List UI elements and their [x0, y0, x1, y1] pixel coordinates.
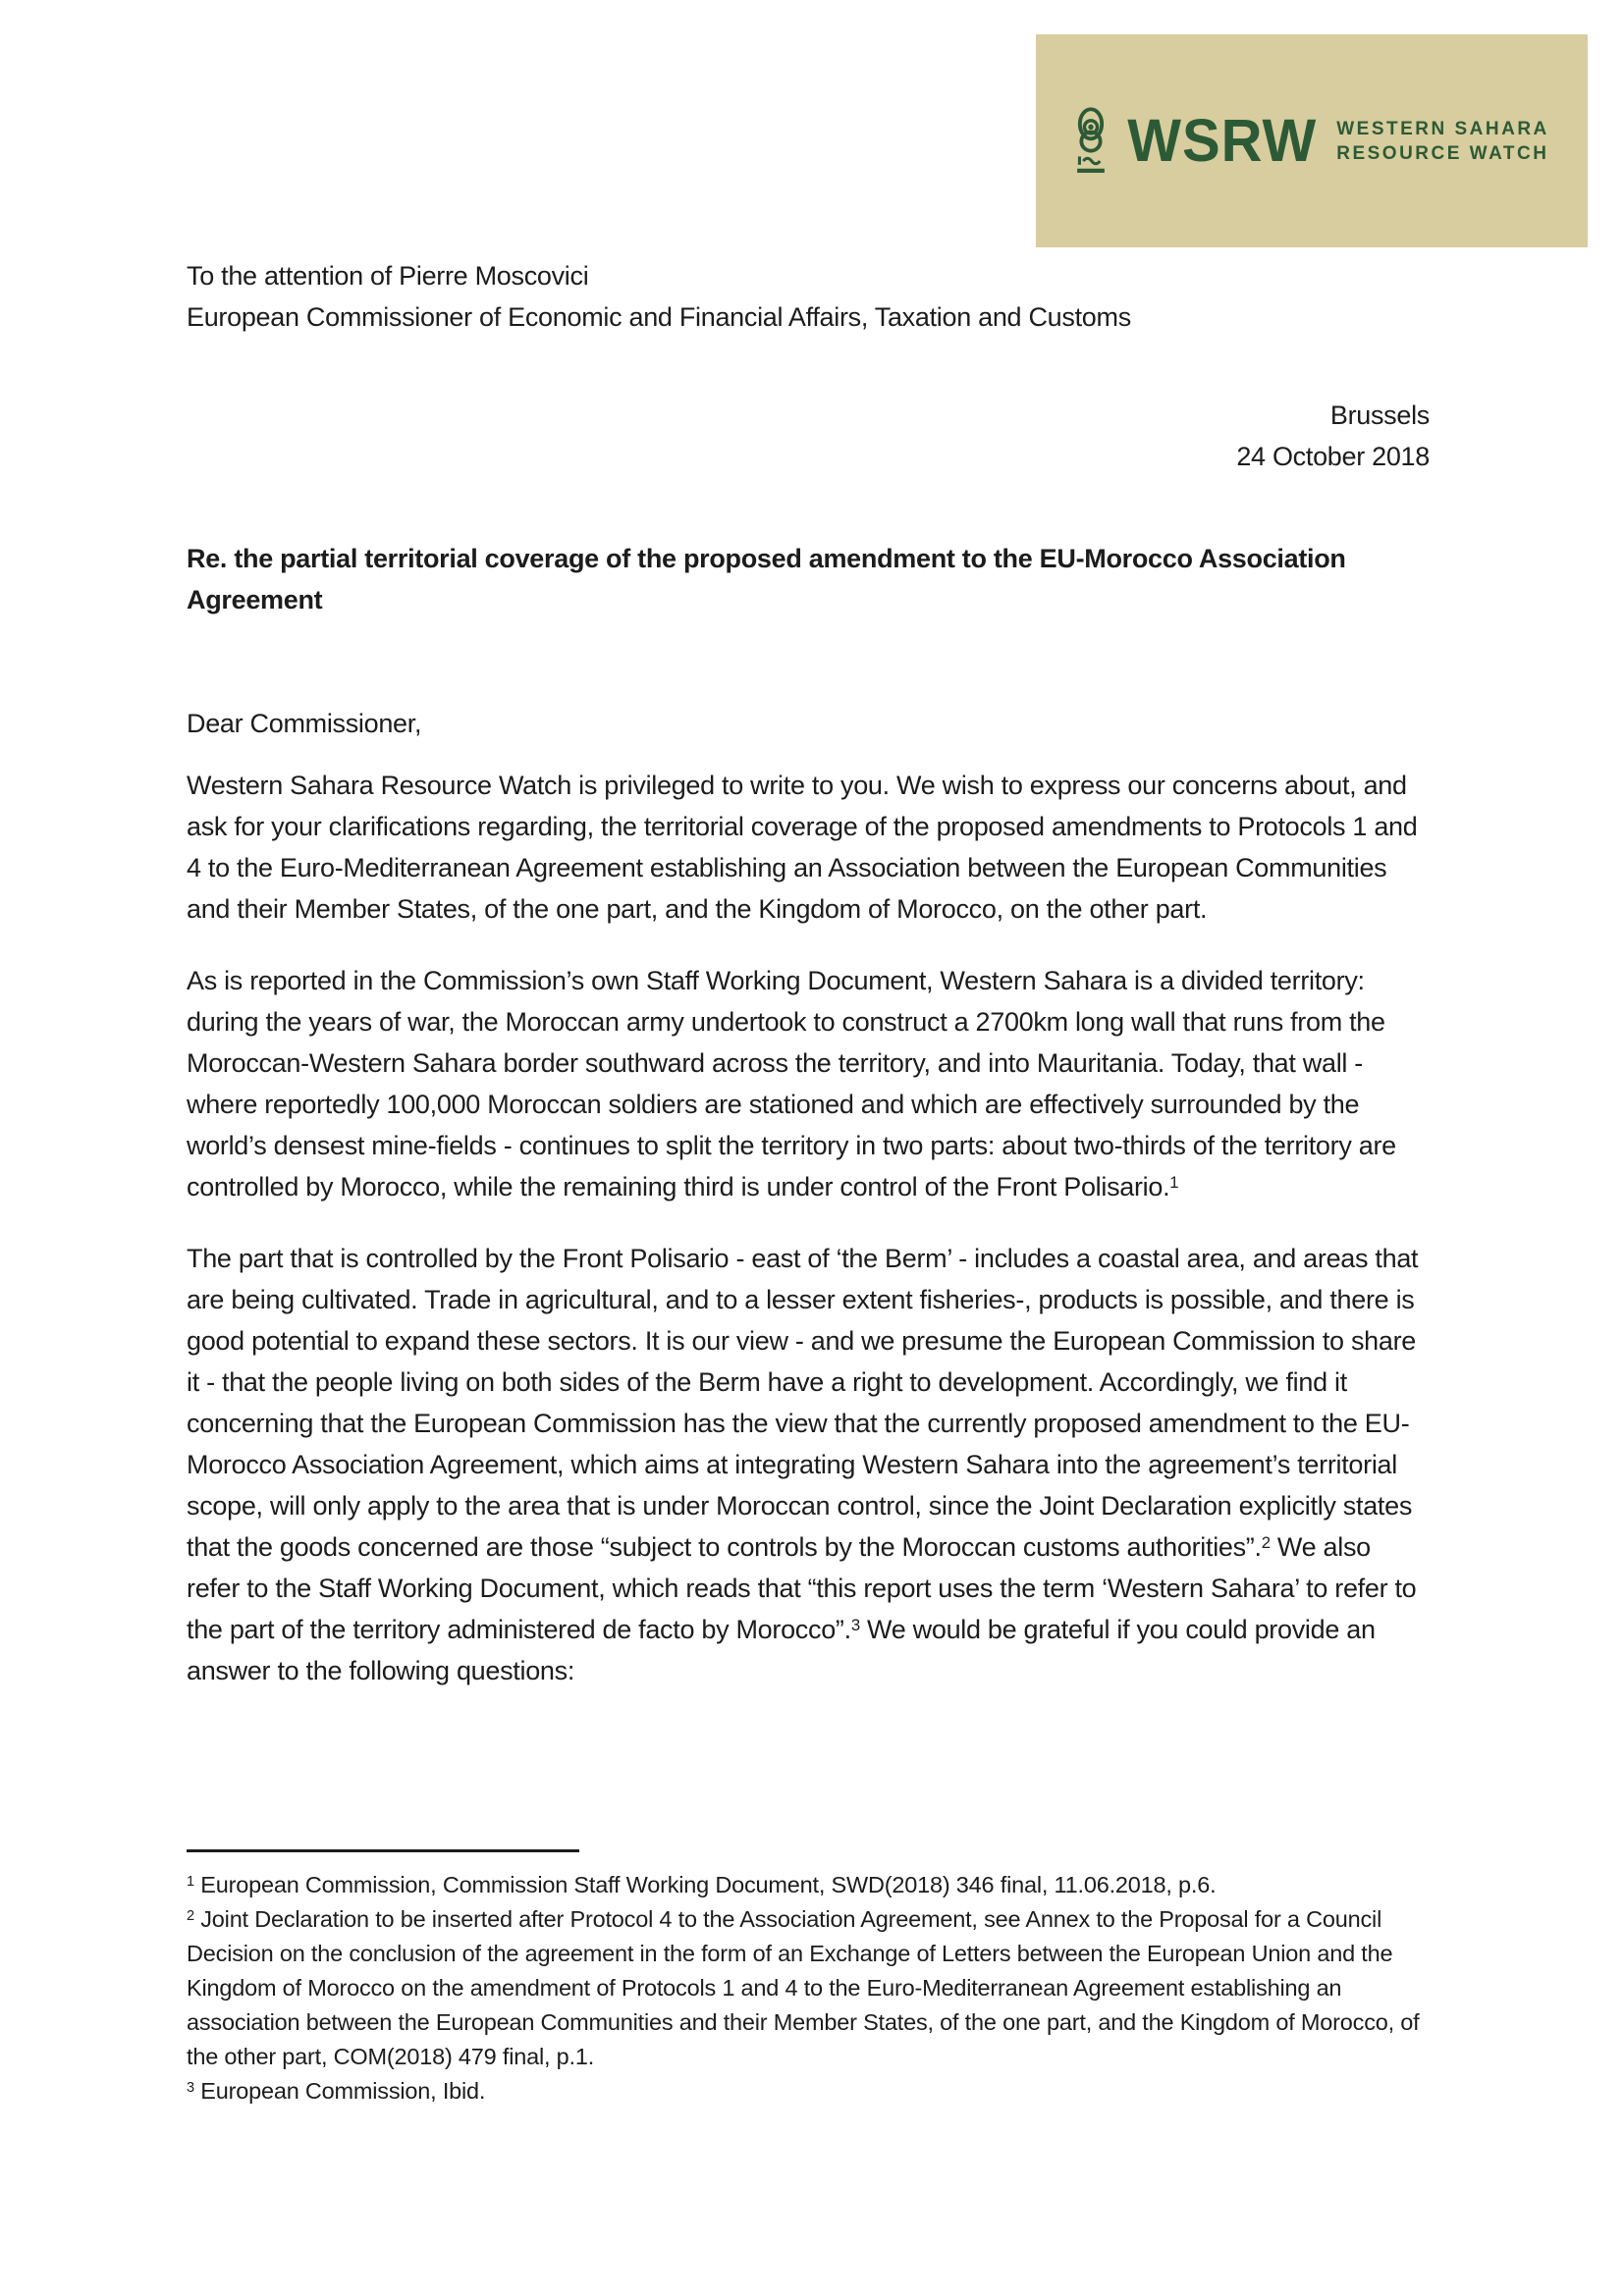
footnote-3	[187, 2074, 1430, 2109]
footnote-2-text: Joint Declaration to be inserted after Protocol 4 to the Association Agreement, see Annex to the Proposal for a Council Decision on the conclusion of the agreement in the form of an Exchange of Letters between the European Union and the Kingdom of Morocco on the amendment of Protocols 1 and 4 to the Euro-Mediterranean Agreement establishing an association between the European Communities and their Member States, of the one part, and the Kingdom of Morocco, of the other part, COM(2018) 479 final, p.1.	[187, 1906, 1420, 2069]
paragraph-3-seg3: We would be grateful if you could provide an answer to the following questions:	[187, 1615, 1376, 1685]
footnote-1-text: European Commission, Commission Staff Working Document, SWD(2018) 346 final, 11.06.2018, p.6.	[200, 1872, 1217, 1897]
footnote-2	[187, 1902, 1430, 2074]
letter-content	[187, 0, 1430, 1691]
footnote-2-marker: 2	[187, 1908, 194, 1925]
recipient-block	[187, 255, 1430, 338]
footnote-1	[187, 1868, 1430, 1902]
footnote-3-text: European Commission, Ibid.	[200, 2078, 486, 2104]
logo-name-line1: WESTERN SAHARA	[1336, 118, 1549, 139]
salutation: Dear Commissioner,	[187, 709, 422, 738]
paragraph-3	[187, 1238, 1430, 1691]
dateline-date: 24 October 2018	[1236, 442, 1430, 471]
paragraph-3-seg1: The part that is controlled by the Front Polisario - east of ‘the Berm’ - includes a coastal area, and areas that are being cultivated. Trade in agricultural, and to a lesser extent fisheries-, products is possible, and there is good potential to expand these sectors. It is our view - and we presume the European Commission to share it - that the people living on both sides of the Berm have a right to development. Accordingly, we find it concerning that the European Commission has the view that the currently proposed amendment to the EU-Morocco Association Agreement, which aims at integrating Western Sahara into the agreement’s territorial scope, will only apply to the area that is under Moroccan control, since the Joint Declaration explicitly states that the goods concerned are those “subject to controls by the Moroccan customs authorities”.	[187, 1244, 1419, 1562]
logo-name-line2: RESOURCE WATCH	[1336, 142, 1549, 164]
footnote-separator	[187, 1849, 579, 1852]
footnote-1-marker: 1	[187, 1874, 194, 1891]
paragraph-2	[187, 960, 1430, 1207]
subject-line: Re. the partial territorial coverage of the proposed amendment to the EU-Morocco Association Agreement	[187, 544, 1346, 614]
footnote-ref-1: 1	[1169, 1173, 1179, 1193]
paragraph-2-text: As is reported in the Commission’s own Staff Working Document, Western Sahara is a divided territory: during the years of war, the Moroccan army undertook to construct a 2700km long wall that runs from the Moroccan-Western Sahara border southward across the territory, and into Mauritania. Today, that wall - where reportedly 100,000 Moroccan soldiers are stationed and which are effectively surrounded by the world’s densest mine-fields - continues to split the territory in two parts: about two-thirds of the territory are controlled by Morocco, while the remaining third is under control of the Front Polisario.	[187, 966, 1396, 1201]
paragraph-3-seg2: We also refer to the Staff Working Document, which reads that “this report uses the term ‘Western Sahara’ to refer to the part of the territory administered de facto by Morocco”.	[187, 1532, 1417, 1644]
paragraph-1: Western Sahara Resource Watch is privileged to write to you. We wish to express our concerns about, and ask for your clarifications regarding, the territorial coverage of the proposed amendments to Protocols 1 and 4 to the Euro-Mediterranean Agreement establishing an Association between the European Communities and their Member States, of the one part, and the Kingdom of Morocco, on the other part.	[187, 771, 1418, 924]
recipient-line2: European Commissioner of Economic and Financial Affairs, Taxation and Customs	[187, 302, 1131, 332]
dateline-place: Brussels	[1329, 400, 1430, 430]
footnote-ref-3: 3	[850, 1616, 860, 1635]
dateline	[187, 395, 1430, 477]
logo-abbrev: WSRW	[1127, 107, 1318, 175]
footnotes-section	[187, 1849, 1430, 2109]
recipient-line1: To the attention of Pierre Moscovici	[187, 261, 589, 291]
footnote-3-marker: 3	[187, 2080, 194, 2097]
footnote-ref-2: 2	[1261, 1533, 1271, 1553]
